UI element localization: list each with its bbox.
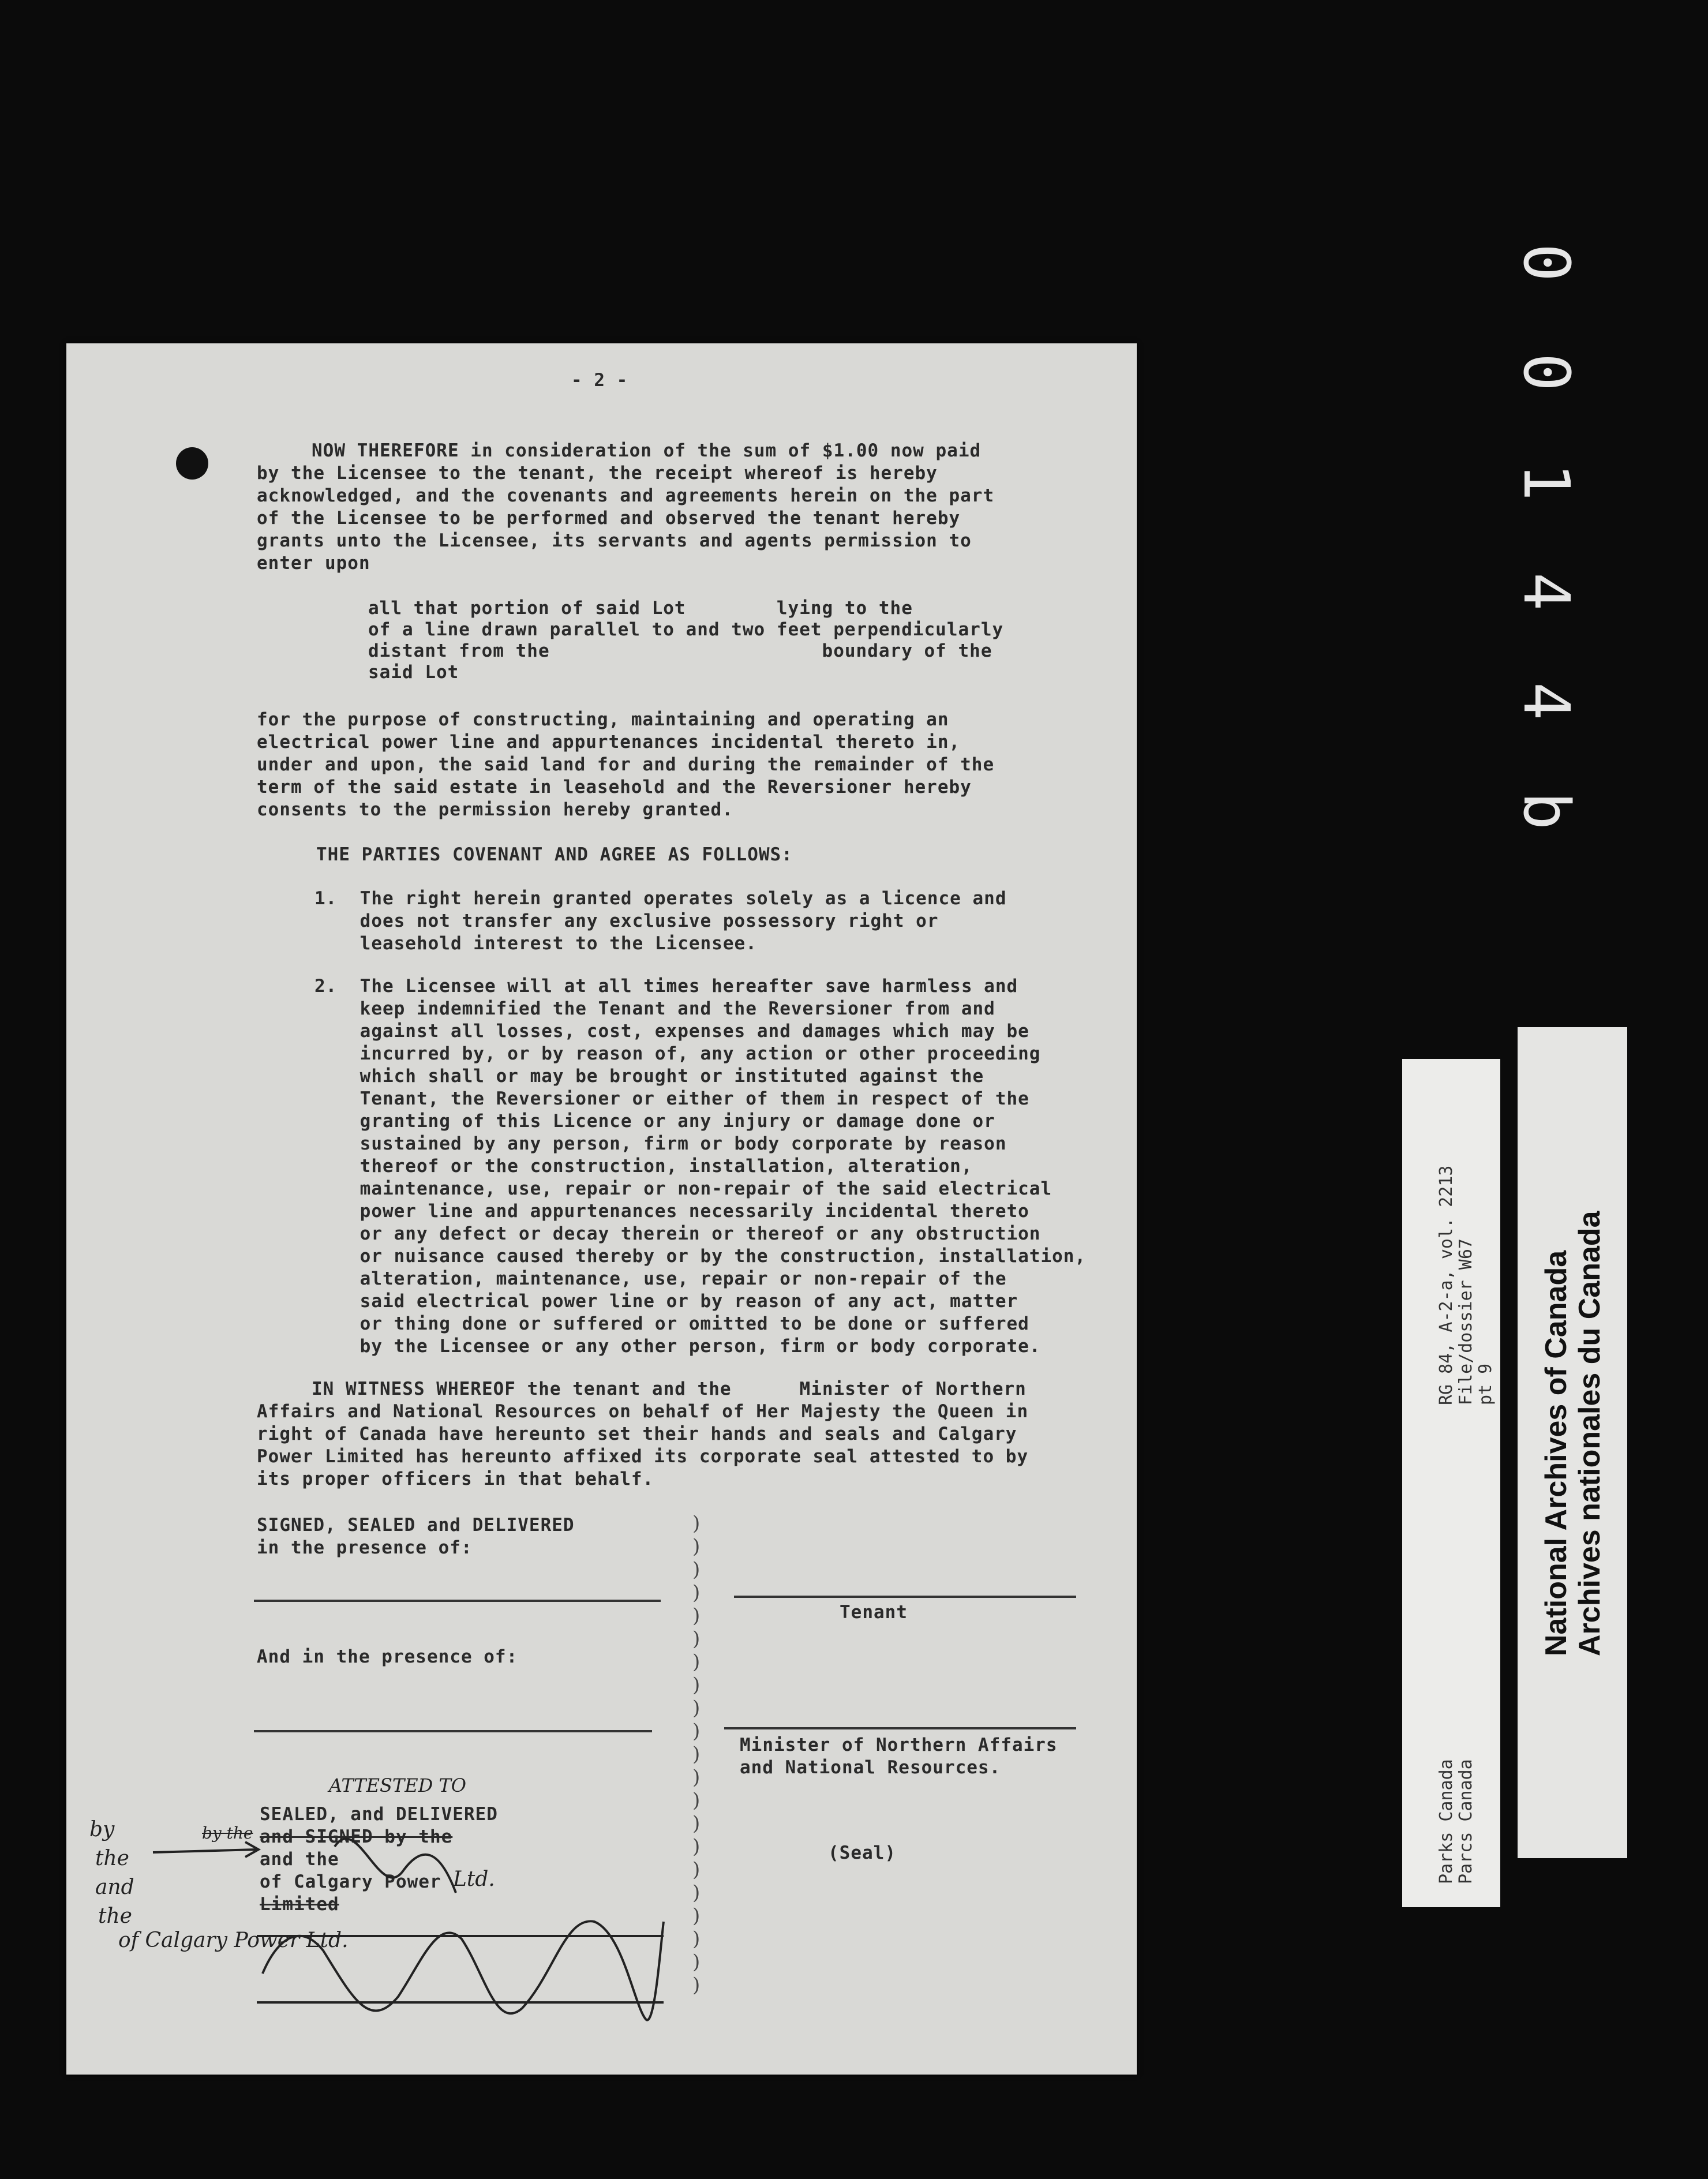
frame-digit: 1: [1510, 462, 1583, 501]
brace-column: ) ) ) ) ) ) ) ) ) ) ) ) ) ) ) ) ) ) ) ) ): [692, 1512, 701, 1997]
limited-label: Limited: [260, 1894, 339, 1915]
indented-line: all that portion of said Lot lying to the: [368, 598, 913, 619]
archive-reference-label: [1402, 1059, 1500, 1907]
witness-line: Affairs and National Resources on behalf of Her Majesty the Queen in: [257, 1401, 1029, 1422]
covenant-heading: THE PARTIES COVENANT AND AGREE AS FOLLOWS:: [316, 844, 793, 865]
paragraph-line: of the Licensee to be performed and observed the tenant hereby: [257, 508, 961, 529]
clause-line: or nuisance caused thereby or by the construction, installation,: [314, 1246, 1087, 1267]
clause-line: maintenance, use, repair or non-repair of the said electrical: [314, 1178, 1052, 1199]
part-text: pt 9: [1475, 1363, 1496, 1405]
archives-name-fr: Archives nationales du Canada: [1573, 1211, 1606, 1656]
signed-by-label: and SIGNED by the: [260, 1826, 453, 1847]
clause-line: keep indemnified the Tenant and the Reversioner from and: [314, 998, 995, 1019]
clause-line: alteration, maintenance, use, repair or non-repair of the: [314, 1268, 1007, 1289]
clause-line: power line and appurtenances necessarily incidental thereto: [314, 1201, 1029, 1222]
and-the-label: and the: [260, 1849, 339, 1870]
indented-line: said Lot: [368, 662, 459, 683]
witness-line: its proper officers in that behalf.: [257, 1469, 654, 1489]
paragraph-line: enter upon: [257, 553, 370, 574]
file-text: File/dossier W67: [1456, 1238, 1476, 1405]
frame-digit: b: [1510, 791, 1583, 830]
margin-note: the: [98, 1904, 132, 1928]
purpose-line: electrical power line and appurtenances incidental thereto in,: [257, 732, 961, 752]
margin-note: the: [95, 1847, 129, 1870]
witness-line: IN WITNESS WHEREOF the tenant and the Minister of Northern: [312, 1379, 1027, 1399]
clause-line: sustained by any person, firm or body corporate by reason: [314, 1133, 1007, 1154]
purpose-line: for the purpose of constructing, maintaining and operating an: [257, 709, 949, 730]
purpose-line: under and upon, the said land for and during the remainder of the: [257, 754, 995, 775]
indented-line: distant from the boundary of the: [368, 641, 992, 661]
clause-line: does not transfer any exclusive possessory right or: [314, 911, 939, 931]
minister-label: and National Resources.: [740, 1757, 1001, 1778]
purpose-line: consents to the permission hereby granted.: [257, 799, 733, 820]
signed-sealed-heading: SIGNED, SEALED and DELIVERED: [257, 1515, 575, 1536]
clause-line: which shall or may be brought or instituted against the: [314, 1066, 984, 1087]
handwritten-ltd: Ltd.: [453, 1867, 495, 1891]
agency-fr: Parcs Canada: [1456, 1759, 1476, 1884]
archives-name-en: National Archives of Canada: [1540, 1250, 1573, 1656]
paragraph-line: acknowledged, and the covenants and agreements herein on the part: [257, 485, 995, 506]
clause-line: incurred by, or by reason of, any action or other proceeding: [314, 1043, 1041, 1064]
margin-note: and: [95, 1875, 134, 1899]
handwritten-attested: ATTESTED TO: [329, 1774, 467, 1796]
frame-digit: 0: [1510, 243, 1583, 282]
clause-line: against all losses, cost, expenses and damages which may be: [314, 1021, 1029, 1042]
margin-note: of Calgary Power Ltd.: [118, 1929, 349, 1952]
frame-digit: 4: [1510, 682, 1583, 721]
clause-line: leasehold interest to the Licensee.: [314, 933, 757, 954]
minister-label: Minister of Northern Affairs: [740, 1735, 1058, 1755]
paragraph-line: by the Licensee to the tenant, the receipt whereof is hereby: [257, 463, 938, 484]
clause-line: or any defect or decay therein or thereof or any obstruction: [314, 1223, 1041, 1244]
purpose-line: term of the said estate in leasehold and the Reversioner hereby: [257, 777, 972, 798]
clause-line: said electrical power line or by reason of any act, matter: [314, 1291, 1018, 1312]
and-presence-label: And in the presence of:: [257, 1646, 518, 1667]
presence-of-label: in the presence of:: [257, 1537, 473, 1558]
clause-line: granting of this Licence or any injury or damage done or: [314, 1111, 995, 1132]
witness-line: Power Limited has hereunto affixed its corporate seal attested to by: [257, 1446, 1029, 1467]
paragraph-line: NOW THEREFORE in consideration of the sum of $1.00 now paid: [312, 440, 982, 461]
paragraph-line: grants unto the Licensee, its servants and agents permission to: [257, 530, 972, 551]
clause-line: or thing done or suffered or omitted to be done or suffered: [314, 1313, 1029, 1334]
indented-line: of a line drawn parallel to and two feet perpendicularly: [368, 619, 1004, 640]
seal-label: (Seal): [828, 1843, 896, 1863]
clause-line: Tenant, the Reversioner or either of them in respect of the: [314, 1088, 1029, 1109]
agency-en: Parks Canada: [1436, 1759, 1456, 1884]
national-archives-label: [1518, 1027, 1627, 1858]
sealed-delivered-label: SEALED, and DELIVERED: [260, 1804, 498, 1825]
tenant-label: Tenant: [840, 1602, 908, 1623]
frame-digit: 4: [1510, 572, 1583, 611]
reference-text: RG 84, A-2-a, vol. 2213: [1436, 1165, 1456, 1405]
clause-line: thereof or the construction, installation, alteration,: [314, 1156, 973, 1177]
clause-line: 2. The Licensee will at all times hereafter save harmless and: [314, 976, 1018, 997]
clause-line: 1. The right herein granted operates solely as a licence and: [314, 888, 1007, 909]
clause-line: by the Licensee or any other person, firm or body corporate.: [314, 1336, 1041, 1357]
witness-line: right of Canada have hereunto set their hands and seals and Calgary: [257, 1424, 1017, 1444]
handwritten-by-the: by the: [202, 1824, 253, 1843]
page-number: - 2 -: [571, 370, 628, 391]
frame-digit: 0: [1510, 353, 1583, 392]
of-calgary-label: of Calgary Power: [260, 1871, 441, 1892]
margin-note: by: [89, 1818, 115, 1841]
